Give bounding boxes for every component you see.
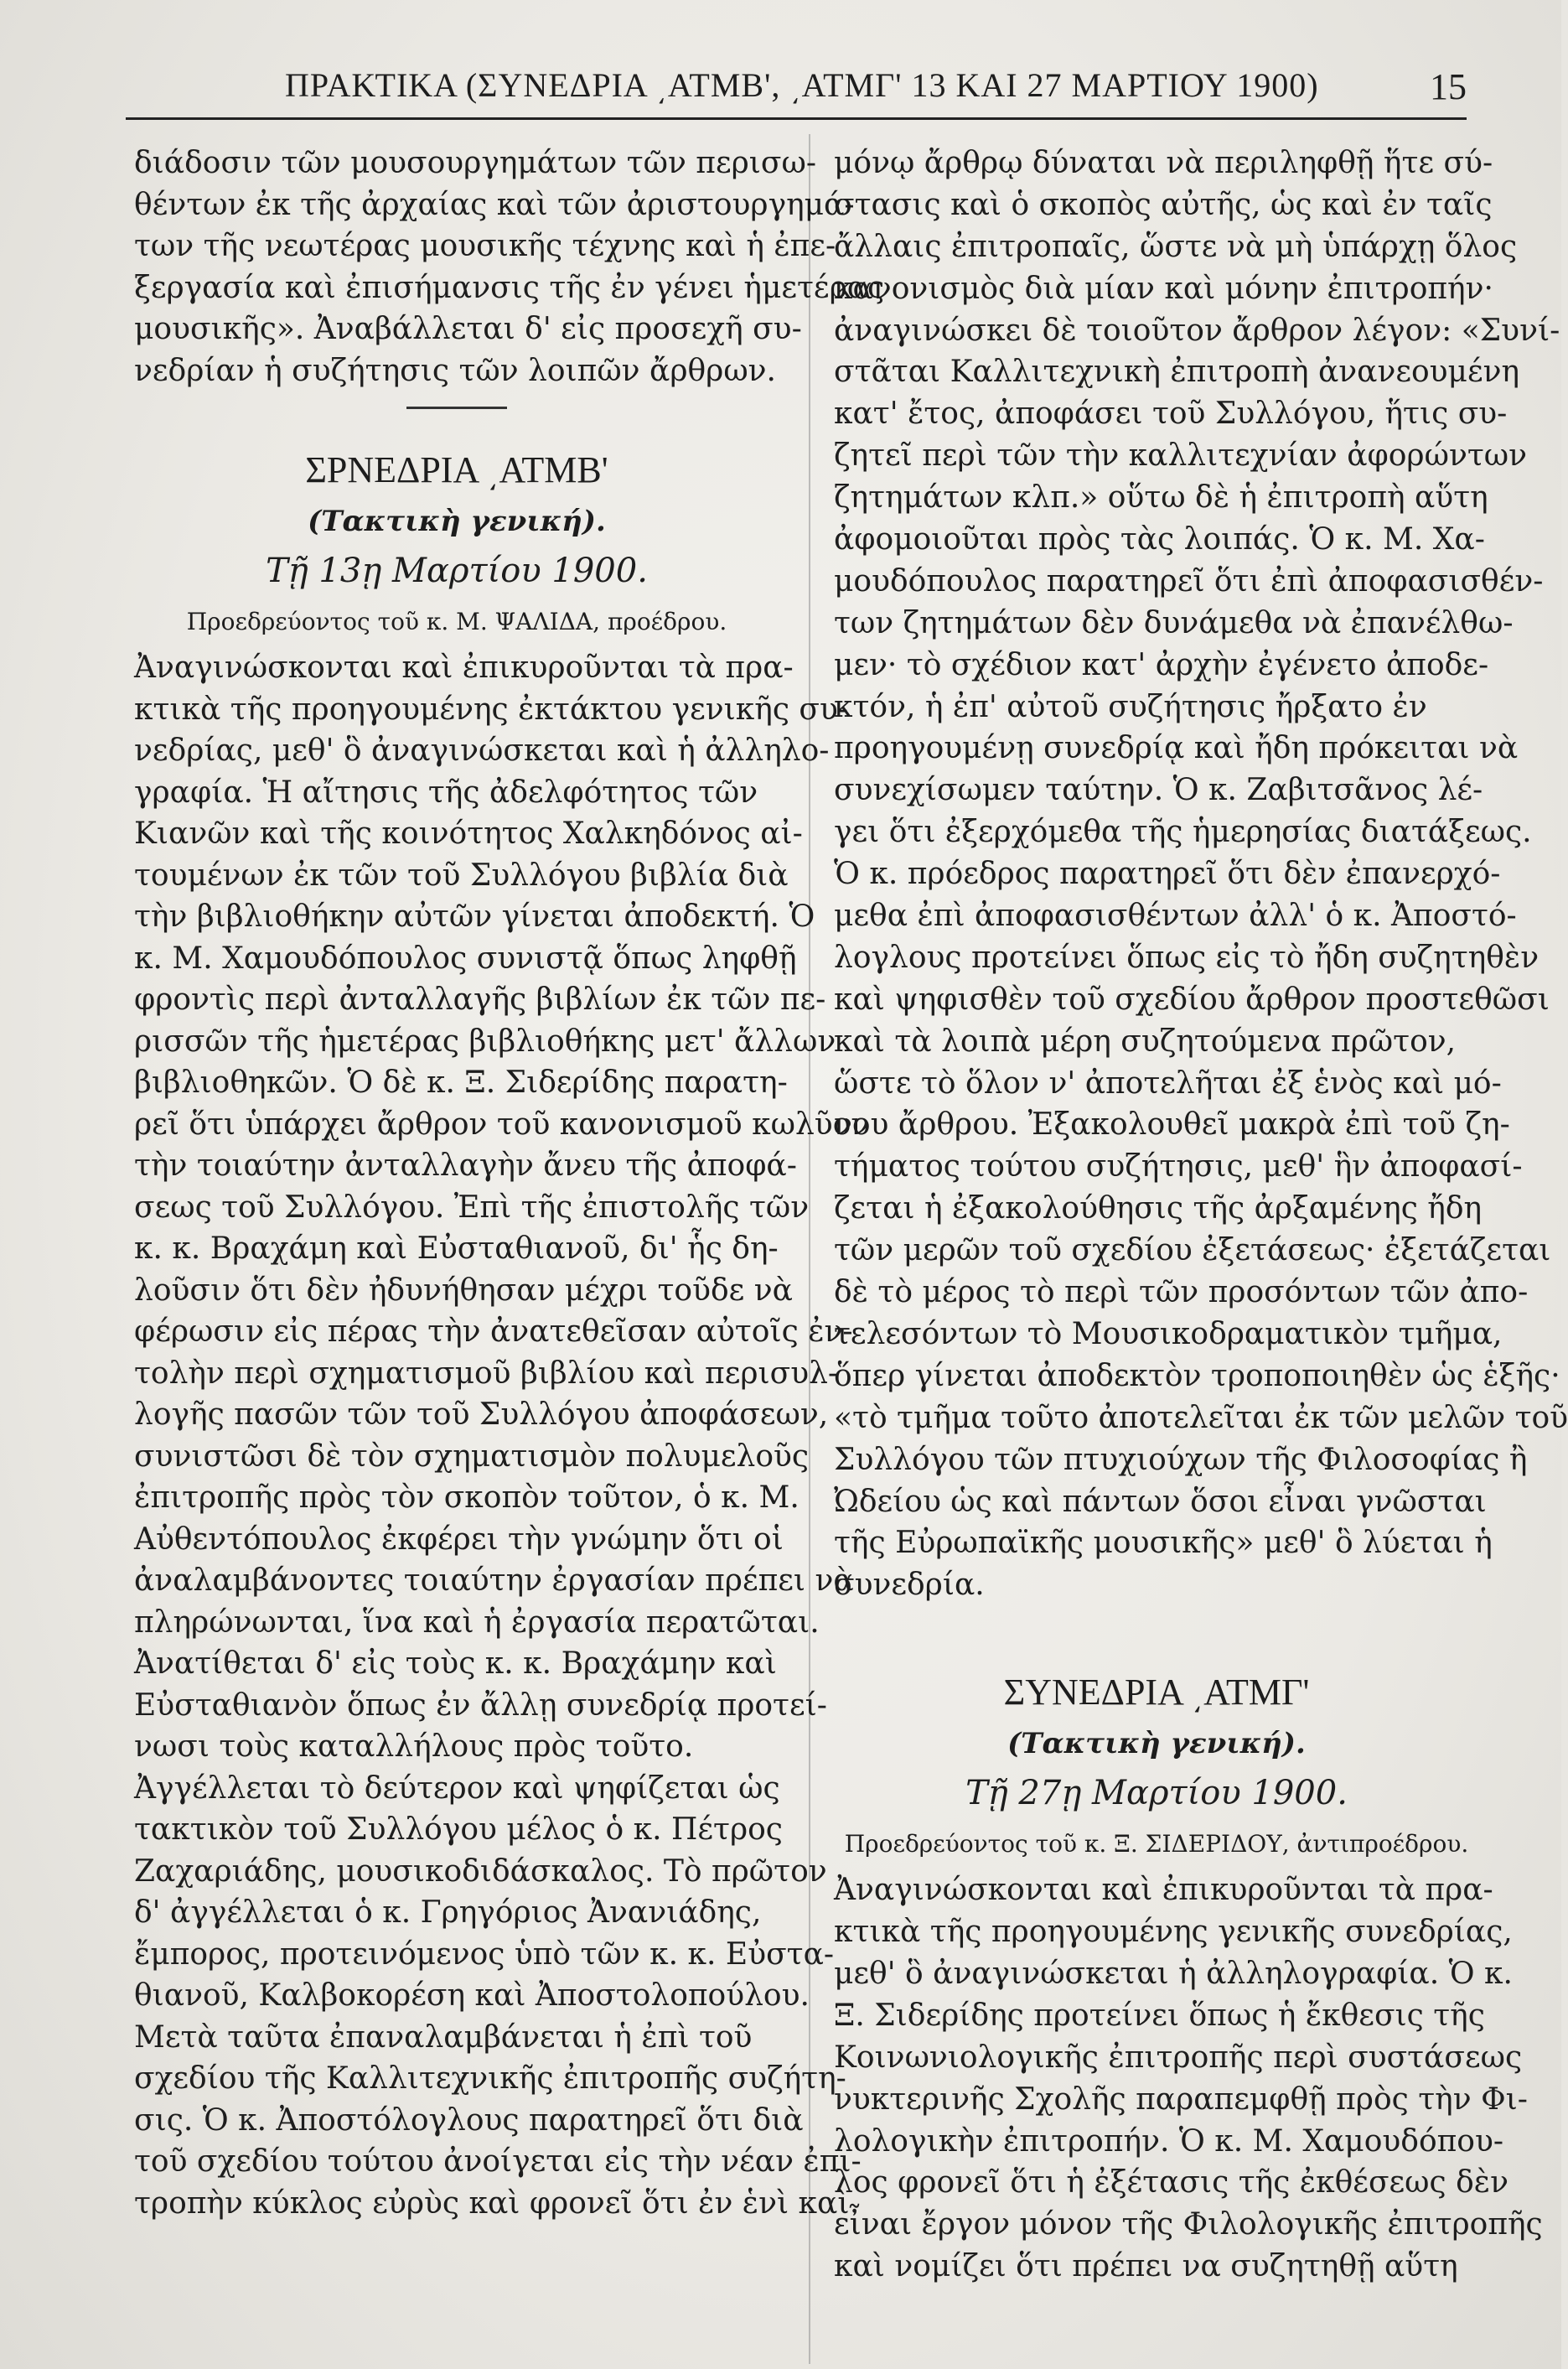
- header-rule: [126, 117, 1467, 120]
- right-body-text-2: [834, 1869, 1543, 2288]
- text-line: Ζαχαριάδης, μουσικοδιδάσκαλος. Τὸ πρῶτον: [134, 1853, 827, 1889]
- text-line: καὶ τὰ λοιπὰ μέρη συζητούμενα πρῶτον,: [834, 1024, 1457, 1059]
- text-line: των τῆς νεωτέρας μουσικῆς τέχνης καὶ ἡ ἐπε-: [134, 229, 836, 263]
- column-divider: [809, 134, 810, 2364]
- text-line: σεως τοῦ Συλλόγου. Ἐπὶ τῆς ἐπιστολῆς τῶν: [134, 1190, 810, 1225]
- session-title: ΣΡΝΕΔΡΙΑ ͵ΑΤΜΒ': [305, 449, 608, 490]
- text-line: θέντων ἐκ τῆς ἀρχαίας καὶ τῶν ἀριστουργημά-: [134, 187, 855, 222]
- text-line: δὲ τὸ μέρος τὸ περὶ τῶν προσόντων τῶν ἀπο-: [834, 1275, 1529, 1310]
- text-line: διάδοσιν τῶν μουσουργημάτων τῶν περισω-: [134, 146, 816, 180]
- text-line: νου ἄρθρου. Ἐξακολουθεῖ μακρὰ ἐπὶ τοῦ ζη-: [834, 1107, 1510, 1143]
- session-date: Τῇ 13ῃ Μαρτίου 1900.: [266, 552, 648, 590]
- text-line: μεθ' ὃ ἀναγινώσκεται ἡ ἀλληλογραφία. Ὁ κ.: [834, 1956, 1513, 1991]
- text-line: καὶ νομίζει ὅτι πρέπει να συζητηθῇ αὕτη: [834, 2249, 1458, 2284]
- text-line: γραφία. Ἡ αἴτησις τῆς ἀδελφότητος τῶν: [134, 775, 758, 810]
- left-intro-paragraph: [134, 143, 885, 391]
- right-body-text: [834, 143, 1568, 1606]
- text-line: δ' ἀγγέλλεται ὁ κ. Γρηγόριος Ἀνανιάδης,: [134, 1895, 762, 1930]
- text-line: τουμένων ἐκ τῶν τοῦ Συλλόγου βιβλία διὰ: [134, 858, 789, 893]
- text-line: ἀναλαμβάνοντες τοιαύτην ἐργασίαν πρέπει νὰ: [134, 1563, 854, 1598]
- text-line: μεθα ἐπὶ ἀποφασισθέντων ἀλλ' ὁ κ. Ἀποστό-: [834, 899, 1517, 934]
- text-line: ζητημάτων κλπ.» οὕτω δὲ ἡ ἐπιτροπὴ αὕτη: [834, 480, 1488, 516]
- text-line: ὥστε τὸ ὅλον ν' ἀποτελῆται ἐξ ἑνὸς καὶ μό-: [834, 1065, 1502, 1101]
- right-column: [834, 143, 1568, 2288]
- text-line: στασις καὶ ὁ σκοπὸς αὐτῆς, ὡς καὶ ἐν ταῖς: [834, 187, 1493, 222]
- text-line: τῆς Εὐρωπαϊκῆς μουσικῆς» μεθ' ὃ λύεται ἡ: [834, 1526, 1493, 1561]
- text-line: Εὐσταθιανὸν ὅπως ἐν ἄλλῃ συνεδρίᾳ προτεί-: [134, 1687, 827, 1723]
- text-line: «τὸ τμῆμα τοῦτο ἀποτελεῖται ἐκ τῶν μελῶν τοῦ: [834, 1400, 1568, 1435]
- running-title: ΠΡΑΚΤΙΚΑ (ΣΥΝΕΔΡΙΑ ͵ΑΤΜΒ', ͵ΑΤΜΓ' 13 ΚΑΙ 27 ΜΑΡΤΙΟΥ 1900): [285, 66, 1319, 104]
- text-line: σχεδίου τῆς Καλλιτεχνικῆς ἐπιτροπῆς συζήτη-: [134, 2061, 846, 2096]
- text-line: τὴν βιβλιοθήκην αὐτῶν γίνεται ἀποδεκτή. Ὁ: [134, 899, 815, 934]
- text-line: βιβλιοθηκῶν. Ὁ δὲ κ. Ξ. Σιδερίδης παρατη-: [134, 1065, 788, 1100]
- text-line: συνιστῶσι δὲ τὸν σχηματισμὸν πολυμελοῦς: [134, 1439, 810, 1474]
- page-header: [126, 50, 1467, 117]
- session-type: (Τακτικὴ γενική).: [308, 505, 606, 538]
- text-line: νυκτερινῆς Σχολῆς παραπεμφθῇ πρὸς τὴν Φι-: [834, 2081, 1528, 2117]
- text-line: τακτικὸν τοῦ Συλλόγου μέλος ὁ κ. Πέτρος: [134, 1812, 783, 1847]
- text-line: κτόν, ἡ ἐπ' αὐτοῦ συζήτησις ἤρξατο ἐν: [834, 689, 1427, 724]
- text-line: κατ' ἔτος, ἀποφάσει τοῦ Συλλόγου, ἥτις συ-: [834, 397, 1508, 432]
- text-line: τήματος τούτου συζήτησις, μεθ' ἣν ἀποφασί-: [834, 1149, 1523, 1184]
- text-line: ἔμπορος, προτεινόμενος ὑπὸ τῶν κ. κ. Εὐστα-: [134, 1936, 835, 1972]
- text-line: λολογικὴν ἐπιτροπήν. Ὁ κ. Μ. Χαμουδόπου-: [834, 2123, 1503, 2159]
- text-line: Ὠδείου ὡς καὶ πάντων ὅσοι εἶναι γνῶσται: [834, 1484, 1487, 1519]
- page-number: 15: [1430, 66, 1467, 107]
- text-line: συνεδρία.: [834, 1568, 985, 1603]
- session-type-2: (Τακτικὴ γενική).: [1007, 1727, 1306, 1761]
- text-line: λογῆς πασῶν τῶν τοῦ Συλλόγου ἀποφάσεων,: [134, 1397, 829, 1432]
- text-line: τελεσόντων τὸ Μουσικοδραματικὸν τμῆμα,: [834, 1316, 1503, 1351]
- section-separator: [406, 407, 507, 409]
- text-line: κτικὰ τῆς προηγουμένης γενικῆς συνεδρίας,: [834, 1915, 1513, 1950]
- text-line: ἀφομοιοῦται πρὸς τὰς λοιπάς. Ὁ κ. Μ. Χα-: [834, 522, 1485, 557]
- text-line: συνεχίσωμεν ταύτην. Ὁ κ. Ζαβιτσᾶνος λέ-: [834, 773, 1483, 808]
- text-line: Ἀγγέλλεται τὸ δεύτερον καὶ ψηφίζεται ὡς: [134, 1770, 780, 1806]
- text-line: Συλλόγου τῶν πτυχιούχων τῆς Φιλοσοφίας ἢ: [834, 1442, 1528, 1477]
- text-line: κ. Μ. Χαμουδόπουλος συνιστᾷ ὅπως ληφθῇ: [134, 941, 797, 976]
- text-line: καὶ ψηφισθὲν τοῦ σχεδίου ἄρθρον προστεθῶσι: [834, 982, 1550, 1017]
- text-line: νωσι τοὺς καταλλήλους πρὸς τοῦτο.: [134, 1729, 694, 1764]
- text-line: φέρωσιν εἰς πέρας τὴν ἀνατεθεῖσαν αὐτοῖς ἐν-: [134, 1314, 853, 1349]
- text-line: κανονισμὸς διὰ μίαν καὶ μόνην ἐπιτροπήν·: [834, 271, 1493, 306]
- session-chair-2: Προεδρεύοντος τοῦ κ. Ξ. ΣΙΔΕΡΙΔΟΥ, ἀντιπροέδρου.: [844, 1830, 1469, 1858]
- text-line: ζεται ἡ ἐξακολούθησις τῆς ἀρξαμένης ἤδη: [834, 1191, 1483, 1226]
- text-line: ρεῖ ὅτι ὑπάρχει ἄρθρον τοῦ κανονισμοῦ κωλῦον: [134, 1107, 870, 1142]
- text-line: ρισσῶν τῆς ἡμετέρας βιβλιοθήκης μετ' ἄλλων: [134, 1024, 836, 1059]
- text-line: Ἀνατίθεται δ' εἰς τοὺς κ. κ. Βραχάμην καὶ: [134, 1646, 777, 1681]
- text-line: μόνῳ ἄρθρῳ δύναται νὰ περιληφθῇ ἥτε σύ-: [834, 146, 1493, 180]
- text-line: μουδόπουλος παρατηρεῖ ὅτι ἐπὶ ἀποφασισθέν-: [834, 563, 1544, 599]
- text-line: προηγουμένῃ συνεδρίᾳ καὶ ἤδη πρόκειται νὰ: [834, 731, 1519, 766]
- text-line: τροπὴν κύκλος εὐρὺς καὶ φρονεῖ ὅτι ἐν ἑνὶ καὶ: [134, 2185, 850, 2221]
- text-line: Ὁ κ. πρόεδρος παρατηρεῖ ὅτι δὲν ἐπανερχό-: [834, 857, 1501, 892]
- session-chair: Προεδρεύοντος τοῦ κ. Μ. ΨΑΛΙΔΑ, προέδρου.: [186, 608, 727, 635]
- text-line: των ζητημάτων δὲν δυνάμεθα νὰ ἐπανέλθω-: [834, 605, 1514, 640]
- text-line: ὅπερ γίνεται ἀποδεκτὸν τροποποιηθὲν ὡς ἑξῆς·: [834, 1358, 1560, 1393]
- text-line: τὴν τοιαύτην ἀνταλλαγὴν ἄνευ τῆς ἀποφά-: [134, 1148, 797, 1183]
- left-column: [134, 143, 885, 2224]
- text-line: Κοινωνιολογικῆς ἐπιτροπῆς περὶ συστάσεως: [834, 2040, 1523, 2075]
- text-line: ἀναγινώσκει δὲ τοιοῦτον ἄρθρον λέγον: «Συνί-: [834, 313, 1560, 348]
- text-line: τοῦ σχεδίου τούτου ἀνοίγεται εἰς τὴν νέαν ἐπι-: [134, 2144, 862, 2179]
- text-line: τῶν μερῶν τοῦ σχεδίου ἐξετάσεως· ἐξετάζεται: [834, 1233, 1551, 1268]
- text-line: σις. Ὁ κ. Ἀποστόλογλους παρατηρεῖ ὅτι διὰ: [134, 2102, 804, 2138]
- text-line: Ἀναγινώσκονται καὶ ἐπικυροῦνται τὰ πρα-: [834, 1873, 1493, 1908]
- text-line: τολὴν περὶ σχηματισμοῦ βιβλίου καὶ περισυλ-: [134, 1356, 839, 1391]
- text-line: ζητεῖ περὶ τῶν τὴν καλλιτεχνίαν ἀφορώντων: [834, 438, 1527, 474]
- text-line: νεδρίαν ἡ συζήτησις τῶν λοιπῶν ἄρθρων.: [134, 353, 777, 388]
- left-body-text: [134, 647, 870, 2224]
- text-line: πληρώνωνται, ἵνα καὶ ἡ ἐργασία περατῶται.: [134, 1604, 820, 1640]
- text-line: γει ὅτι ἐξερχόμεθα τῆς ἡμερησίας διατάξεως.: [834, 815, 1532, 850]
- text-line: θιανοῦ, Καλβοκορέση καὶ Ἀποστολοπούλου.: [134, 1978, 810, 2013]
- text-line: Μετὰ ταῦτα ἐπαναλαμβάνεται ἡ ἐπὶ τοῦ: [134, 2019, 753, 2055]
- text-line: μουσικῆς». Ἀναβάλλεται δ' εἰς προσεχῆ συ-: [134, 312, 802, 346]
- text-line: λοῦσιν ὅτι δὲν ἠδυνήθησαν μέχρι τοῦδε νὰ: [134, 1273, 793, 1308]
- text-line: Αὐθεντόπουλος ἐκφέρει τὴν γνώμην ὅτι οἱ: [134, 1521, 784, 1557]
- text-line: λος φρονεῖ ὅτι ἡ ἐξέτασις τῆς ἐκθέσεως δὲν: [834, 2165, 1509, 2201]
- text-line: φροντὶς περὶ ἀνταλλαγῆς βιβλίων ἐκ τῶν πε-: [134, 982, 826, 1017]
- text-line: κ. κ. Βραχάμη καὶ Εὐσταθιανοῦ, δι' ἧς δη-: [134, 1231, 779, 1266]
- text-line: μεν· τὸ σχέδιον κατ' ἀρχὴν ἐγένετο ἀποδε-: [834, 647, 1489, 682]
- text-line: λογλους προτείνει ὅπως εἰς τὸ ἤδη συζητηθὲν: [834, 940, 1540, 975]
- session-title-2: ΣΥΝΕΔΡΙΑ ͵ΑΤΜΓ': [1003, 1672, 1310, 1713]
- text-line: νεδρίας, μεθ' ὃ ἀναγινώσκεται καὶ ἡ ἀλληλο-: [134, 734, 830, 768]
- text-line: ἐπιτροπῆς πρὸς τὸν σκοπὸν τοῦτον, ὁ κ. Μ.: [134, 1480, 800, 1515]
- text-line: εἶναι ἔργον μόνον τῆς Φιλολογικῆς ἐπιτροπῆς: [834, 2207, 1543, 2242]
- text-line: ἄλλαις ἐπιτροπαῖς, ὥστε νὰ μὴ ὑπάρχῃ ὅλος: [834, 229, 1518, 264]
- session-date-2: Τῇ 27ῃ Μαρτίου 1900.: [965, 1774, 1348, 1813]
- text-line: κτικὰ τῆς προηγουμένης ἐκτάκτου γενικῆς συ-: [134, 692, 849, 727]
- text-line: Ἀναγινώσκονται καὶ ἐπικυροῦνται τὰ πρα-: [134, 651, 794, 685]
- text-line: στᾶται Καλλιτεχνικὴ ἐπιτροπὴ ἀνανεουμένη: [834, 355, 1520, 390]
- text-line: ξεργασία καὶ ἐπισήμανσις τῆς ἐν γένει ἡμετέρας: [134, 270, 885, 305]
- text-line: Ξ. Σιδερίδης προτείνει ὅπως ἡ ἔκθεσις τῆς: [834, 1998, 1485, 2033]
- text-line: Κιανῶν καὶ τῆς κοινότητος Χαλκηδόνος αἰ-: [134, 816, 803, 851]
